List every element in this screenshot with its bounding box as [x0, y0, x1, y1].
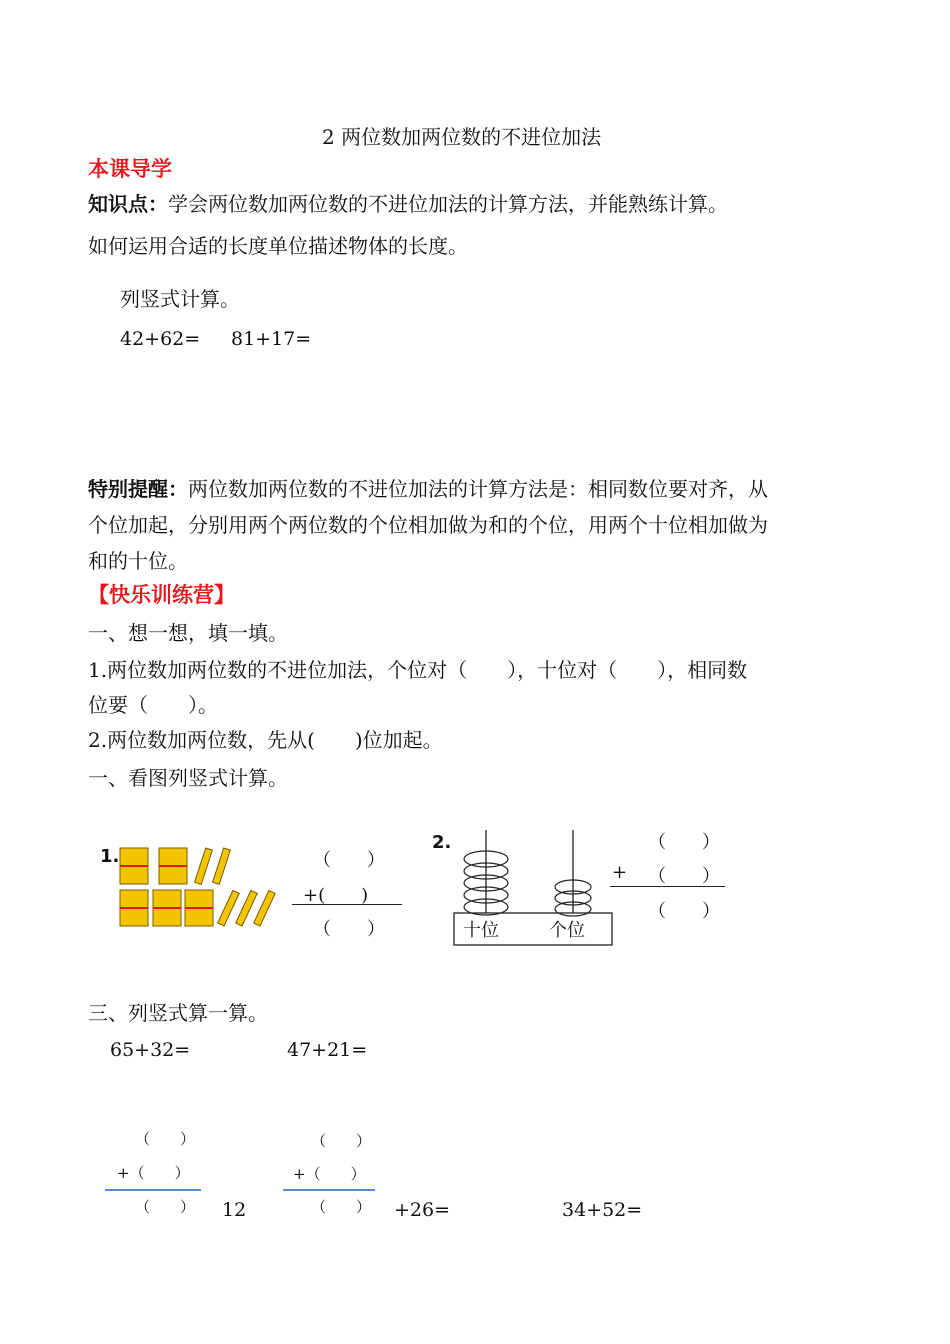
reminder-line-3: 和的十位。: [88, 549, 188, 573]
eq1-paren-bottom: （ ）: [135, 1198, 196, 1216]
abacus-ones-label: 个位: [549, 920, 585, 941]
eq1-sum-line: [105, 1189, 201, 1191]
knowledge-label: 知识点：: [88, 192, 168, 216]
fig1-paren-top: （ ）: [313, 850, 385, 871]
abacus-tens-label: 十位: [463, 920, 499, 941]
eq1-plus-paren: +（ ）: [117, 1164, 190, 1182]
practice-label: 列竖式计算。: [120, 287, 240, 311]
q1-line-1: 1.两位数加两位数的不进位加法，个位对（ ），十位对（ ），相同数: [88, 658, 748, 682]
eq2-plus-paren: +（ ）: [293, 1165, 366, 1183]
eq1-paren-top: （ ）: [135, 1130, 196, 1148]
fig1-paren-bottom: （ ）: [313, 919, 385, 940]
part3-equation-2: 47+21=: [287, 1039, 368, 1061]
part3-equation-4: 34+52=: [562, 1199, 643, 1221]
fig2-paren-bottom: （ ）: [648, 901, 720, 922]
reminder-text-1: 两位数加两位数的不进位加法的计算方法是：相同数位要对齐，从: [188, 477, 768, 501]
length-unit-line: 如何运用合适的长度单位描述物体的长度。: [88, 234, 468, 258]
knowledge-text: 学会两位数加两位数的不进位加法的计算方法，并能熟练计算。: [168, 192, 728, 216]
knowledge-line: [88, 188, 728, 217]
part2-heading: 一、看图列竖式计算。: [88, 766, 288, 790]
q2-line: 2.两位数加两位数，先从( )位加起。: [88, 728, 443, 752]
reminder-line-2: 个位加起，分别用两个两位数的个位相加做为和的个位，用两个十位相加做为: [88, 513, 768, 537]
bundle-of-ten-icon: [159, 848, 187, 884]
part3-equation-3-prefix: 12: [222, 1199, 247, 1221]
bundle-of-ten-icon: [185, 890, 213, 926]
eq2-paren-bottom: （ ）: [311, 1198, 372, 1216]
page-title: 2 两位数加两位数的不进位加法: [322, 125, 602, 149]
bundle-of-ten-icon: [153, 890, 181, 926]
practice-equation-2: 81+17=: [231, 328, 312, 350]
section-guide-heading: 本课导学: [88, 157, 172, 181]
part1-heading: 一、想一想，填一填。: [88, 621, 288, 645]
fig1-sum-line: [292, 904, 402, 905]
bundle-of-ten-icon: [120, 848, 148, 884]
section-camp-heading: 【快乐训练营】: [88, 583, 235, 607]
part3-equation-3: +26=: [394, 1199, 451, 1221]
sticks-illustration: [115, 840, 290, 935]
eq2-sum-line: [283, 1189, 375, 1191]
fig2-paren-top: （ ）: [648, 832, 720, 853]
reminder-label: 特别提醒：: [88, 477, 188, 501]
reminder-line-1: [88, 473, 768, 502]
fig2-plus: +: [612, 862, 628, 883]
figure-1-label: 1.: [100, 846, 120, 867]
bundle-of-ten-icon: [120, 890, 148, 926]
part3-heading: 三、列竖式算一算。: [88, 1001, 268, 1025]
fig2-paren-middle: （ ）: [648, 866, 720, 887]
fig1-plus-paren: +( ): [303, 885, 369, 906]
fig2-sum-line: [610, 886, 725, 887]
figure-2-label: 2.: [432, 832, 452, 853]
q1-line-2: 位要（ ）。: [88, 693, 218, 717]
part3-equation-1: 65+32=: [110, 1039, 191, 1061]
practice-equation-1: 42+62=: [120, 328, 201, 350]
eq2-paren-top: （ ）: [311, 1132, 372, 1150]
